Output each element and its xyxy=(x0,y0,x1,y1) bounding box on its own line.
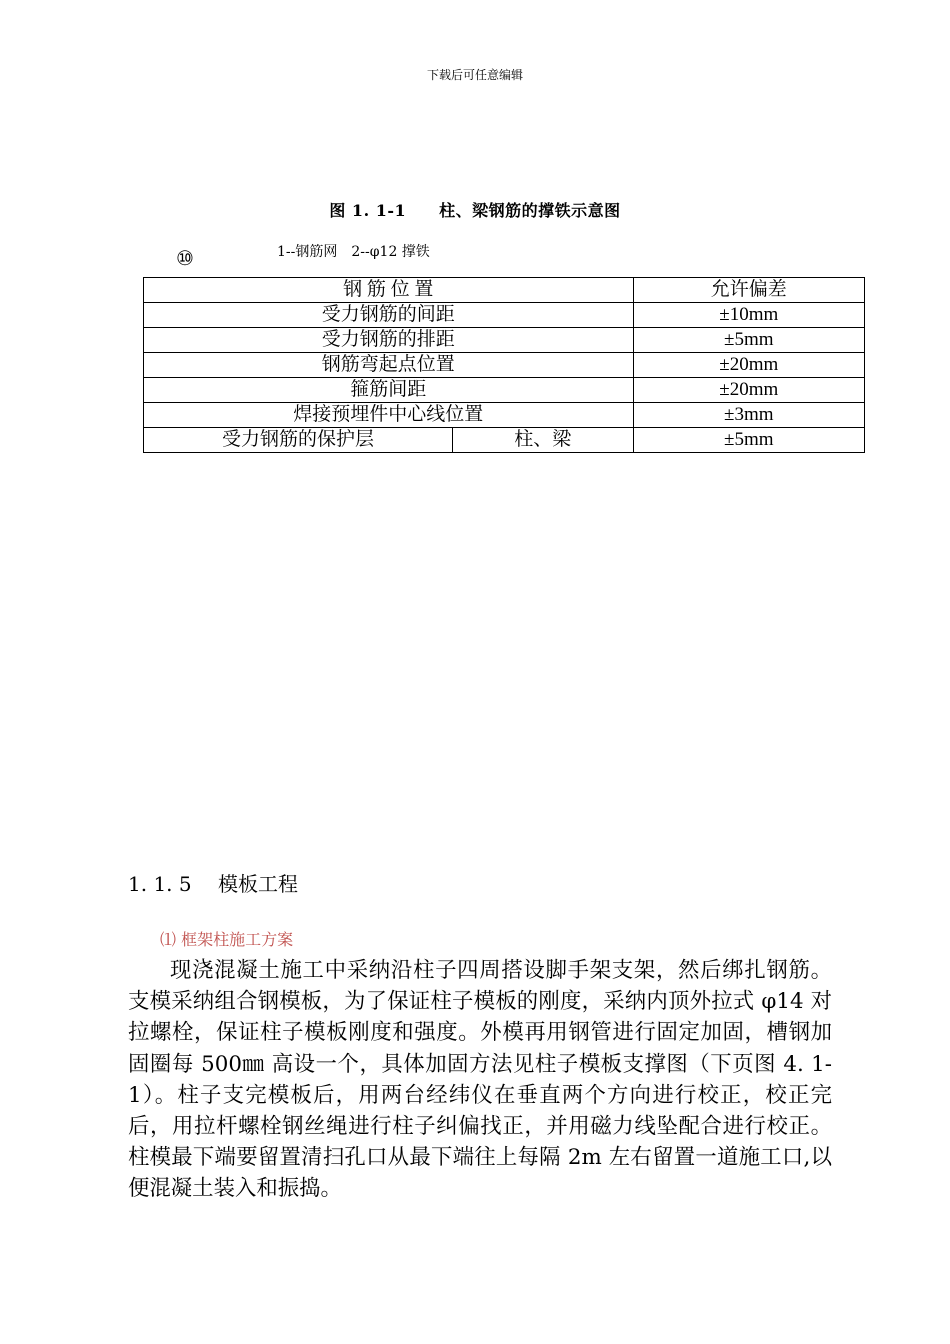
table-cell: ±5mm xyxy=(633,428,864,453)
clipped-text-line xyxy=(206,262,536,268)
table-cell: ±20mm xyxy=(633,378,864,403)
table-cell: ±20mm xyxy=(633,353,864,378)
table-row xyxy=(144,428,865,453)
table-cell: 受力钢筋的排距 xyxy=(144,328,634,353)
subsection-heading: ⑴ 框架柱施工方案 xyxy=(160,930,294,949)
table-row xyxy=(144,378,865,403)
section-heading: 1. 1. 5 模板工程 xyxy=(128,872,298,896)
table-cell: 钢筋弯起点位置 xyxy=(144,353,634,378)
table-cell: 柱、梁 xyxy=(453,428,634,453)
body-paragraph: 现浇混凝土施工中采纳沿柱子四周搭设脚手架支架，然后绑扎钢筋。支模采纳组合钢模板，为了保证柱子模板的刚度，采纳内顶外拉式 φ14 对拉螺栓，保证柱子模板刚度和强度。外模再用钢管进行固定加固，槽钢加固圈每 500㎜ 高设一个，具体加固方法见柱子模板支撑图（下页图 4. 1-1）。柱子支完模板后，用两台经纬仪在垂直两个方向进行校正，校正完后，用拉杆螺栓钢丝绳进行柱子纠偏找正，并用磁力线坠配合进行校正。柱模最下端要留置清扫孔口从最下端往上每隔 2m 左右留置一道施工口,以便混凝土装入和振捣。 xyxy=(128,958,832,1202)
table-row xyxy=(144,303,865,328)
circled-number: ⑩ xyxy=(176,246,194,270)
tolerance-table xyxy=(143,277,865,453)
table-row xyxy=(144,353,865,378)
figure-caption: 图 1. 1-1 柱、梁钢筋的撑铁示意图 xyxy=(329,201,621,220)
page-header-note: 下载后可任意编辑 xyxy=(426,68,523,82)
table-header-cell: 允许偏差 xyxy=(633,278,864,303)
table-cell: ±10mm xyxy=(633,303,864,328)
table-cell: ±3mm xyxy=(633,403,864,428)
figure-legend: 1--钢筋网 2--φ12 撑铁 xyxy=(277,244,430,260)
table-row xyxy=(144,328,865,353)
table-row xyxy=(144,403,865,428)
table-cell: ±5mm xyxy=(633,328,864,353)
table-cell: 焊接预埋件中心线位置 xyxy=(144,403,634,428)
table-cell: 箍筋间距 xyxy=(144,378,634,403)
table-header-row xyxy=(144,278,865,303)
table-header-cell: 钢 筋 位 置 xyxy=(144,278,634,303)
table-cell: 受力钢筋的保护层 xyxy=(144,428,453,453)
table-cell: 受力钢筋的间距 xyxy=(144,303,634,328)
